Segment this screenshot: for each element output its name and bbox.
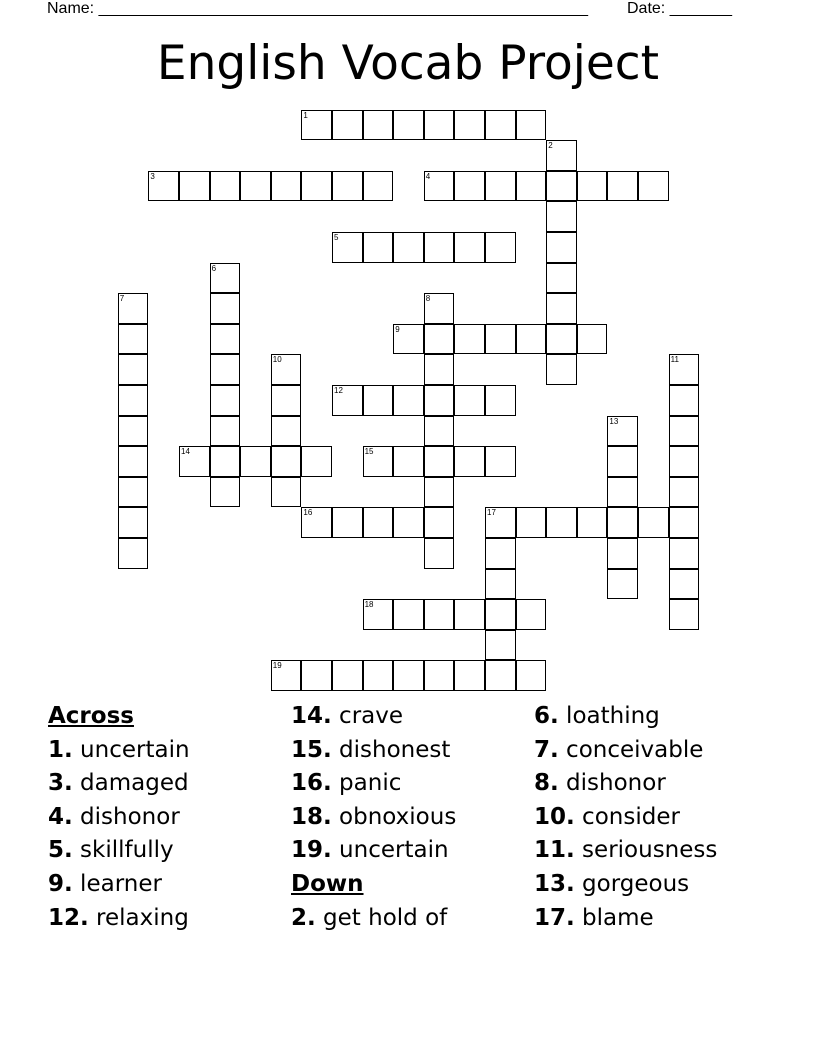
clue-item: 3. damaged — [48, 770, 189, 797]
date-line[interactable]: _______ — [669, 0, 732, 17]
grid-cell[interactable] — [210, 446, 241, 477]
grid-cell[interactable] — [516, 110, 547, 141]
grid-cell[interactable] — [271, 446, 302, 477]
grid-cell[interactable] — [210, 171, 241, 202]
clue-item: 6. loathing — [534, 703, 660, 729]
grid-cell[interactable] — [393, 599, 424, 630]
grid-cell[interactable] — [210, 263, 241, 294]
grid-cell[interactable] — [301, 171, 332, 202]
grid-cell[interactable] — [485, 507, 516, 538]
grid-cell[interactable] — [669, 599, 700, 630]
grid-cell[interactable] — [485, 538, 516, 569]
grid-cell[interactable] — [516, 324, 547, 355]
grid-cell[interactable] — [669, 569, 700, 600]
grid-cell[interactable] — [271, 477, 302, 508]
clue-column-1 — [48, 700, 190, 935]
grid-cell[interactable] — [393, 232, 424, 263]
clue-number: 8 — [425, 294, 431, 304]
grid-cell[interactable] — [424, 293, 455, 324]
grid-cell[interactable] — [210, 385, 241, 416]
clue-item: 1. uncertain — [48, 736, 190, 763]
grid-cell[interactable] — [393, 507, 424, 538]
clue-number: 5 — [334, 233, 339, 242]
grid-cell[interactable] — [240, 446, 271, 477]
clue-item: 16. panic — [291, 770, 402, 797]
grid-cell[interactable] — [393, 446, 424, 477]
grid-cell[interactable] — [118, 293, 149, 324]
grid-cell[interactable] — [424, 354, 455, 385]
clue-item: 13. gorgeous — [534, 870, 690, 897]
grid-cell[interactable] — [454, 171, 485, 202]
grid-cell[interactable] — [607, 507, 638, 538]
grid-cell[interactable] — [363, 660, 394, 691]
grid-cell[interactable] — [118, 507, 149, 538]
down-heading: Down — [291, 870, 364, 897]
grid-cell[interactable] — [669, 446, 700, 477]
grid-cell[interactable] — [301, 446, 332, 477]
clue-number: 2 — [548, 141, 553, 151]
grid-cell[interactable] — [179, 171, 210, 202]
grid-cell[interactable] — [424, 232, 455, 263]
grid-cell[interactable] — [546, 232, 577, 263]
grid-cell[interactable] — [577, 507, 608, 538]
grid-cell[interactable] — [454, 660, 485, 691]
grid-cell[interactable] — [424, 660, 455, 691]
grid-cell[interactable] — [210, 477, 241, 508]
grid-cell[interactable] — [607, 446, 638, 477]
grid-cell[interactable] — [454, 110, 485, 141]
grid-cell[interactable] — [271, 354, 302, 385]
grid-cell[interactable] — [516, 660, 547, 691]
clue-number: 11 — [670, 355, 679, 365]
grid-cell[interactable] — [301, 507, 332, 538]
clue-item: 12. relaxing — [48, 904, 189, 931]
grid-cell[interactable] — [363, 446, 394, 477]
grid-cell[interactable] — [546, 201, 577, 232]
grid-cell[interactable] — [424, 385, 455, 416]
grid-cell[interactable] — [424, 446, 455, 477]
date-label: Date: — [627, 0, 666, 17]
grid-cell[interactable] — [485, 599, 516, 630]
clue-number: 17 — [487, 508, 496, 518]
grid-cell[interactable] — [516, 171, 547, 202]
grid-cell[interactable] — [363, 110, 394, 141]
grid-cell[interactable] — [454, 324, 485, 355]
grid-cell[interactable] — [454, 385, 485, 416]
grid-cell[interactable] — [332, 385, 363, 416]
grid-cell[interactable] — [485, 569, 516, 600]
grid-cell[interactable] — [363, 171, 394, 202]
clue-number: 12 — [334, 386, 343, 395]
grid-cell[interactable] — [607, 569, 638, 600]
grid-cell[interactable] — [424, 507, 455, 538]
grid-cell[interactable] — [638, 171, 669, 202]
grid-cell[interactable] — [454, 599, 485, 630]
grid-cell[interactable] — [301, 110, 332, 141]
grid-cell[interactable] — [607, 171, 638, 202]
name-line[interactable]: _______________________________________________________ — [98, 0, 588, 17]
clue-item: 5. skillfully — [48, 837, 174, 864]
grid-cell[interactable] — [148, 171, 179, 202]
clue-item: 10. consider — [534, 803, 680, 830]
grid-cell[interactable] — [546, 507, 577, 538]
grid-cell[interactable] — [393, 324, 424, 355]
grid-cell[interactable] — [669, 416, 700, 447]
grid-cell[interactable] — [301, 660, 332, 691]
grid-cell[interactable] — [332, 660, 363, 691]
grid-cell[interactable] — [485, 446, 516, 477]
grid-cell[interactable] — [424, 110, 455, 141]
grid-cell[interactable] — [516, 507, 547, 538]
grid-cell[interactable] — [669, 507, 700, 538]
clue-item: 18. obnoxious — [291, 803, 457, 830]
grid-cell[interactable] — [669, 385, 700, 416]
grid-cell[interactable] — [271, 385, 302, 416]
grid-cell[interactable] — [210, 293, 241, 324]
grid-cell[interactable] — [118, 385, 149, 416]
clue-number: 9 — [395, 324, 400, 334]
grid-cell[interactable] — [516, 599, 547, 630]
grid-cell[interactable] — [485, 385, 516, 416]
grid-cell[interactable] — [424, 599, 455, 630]
grid-cell[interactable] — [454, 232, 485, 263]
clue-number: 7 — [119, 294, 125, 304]
grid-cell[interactable] — [332, 232, 363, 263]
grid-cell[interactable] — [332, 507, 363, 538]
grid-cell[interactable] — [118, 446, 149, 477]
grid-cell[interactable] — [669, 477, 700, 508]
clue-item: 8. dishonor — [534, 770, 666, 797]
grid-cell[interactable] — [546, 171, 577, 202]
grid-cell[interactable] — [424, 538, 455, 569]
clue-item: 17. blame — [534, 904, 654, 931]
grid-cell[interactable] — [669, 354, 700, 385]
grid-cell[interactable] — [485, 232, 516, 263]
clue-number: 6 — [211, 263, 217, 273]
grid-cell[interactable] — [271, 416, 302, 447]
name-label: Name: — [47, 0, 95, 17]
grid-cell[interactable] — [607, 538, 638, 569]
clue-number: 10 — [272, 355, 282, 365]
grid-cell[interactable] — [546, 140, 577, 171]
grid-cell[interactable] — [577, 324, 608, 355]
grid-cell[interactable] — [118, 416, 149, 447]
grid-cell[interactable] — [393, 110, 424, 141]
clue-column-3 — [534, 700, 717, 935]
grid-cell[interactable] — [363, 385, 394, 416]
grid-cell[interactable] — [638, 507, 669, 538]
grid-cell[interactable] — [179, 446, 210, 477]
grid-cell[interactable] — [424, 416, 455, 447]
grid-cell[interactable] — [546, 354, 577, 385]
clue-number: 14 — [181, 447, 190, 457]
grid-cell[interactable] — [210, 416, 241, 447]
grid-cell[interactable] — [546, 263, 577, 294]
across-heading: Across — [48, 703, 134, 729]
grid-cell[interactable] — [332, 110, 363, 141]
clue-column-2 — [291, 700, 456, 935]
clue-item: 15. dishonest — [291, 736, 451, 763]
grid-cell[interactable] — [454, 446, 485, 477]
grid-cell[interactable] — [607, 477, 638, 508]
clue-number: 16 — [303, 508, 313, 518]
grid-cell[interactable] — [424, 171, 455, 202]
grid-cell[interactable] — [363, 507, 394, 538]
clue-number: 18 — [364, 600, 374, 610]
clue-number: 19 — [272, 661, 282, 671]
grid-cell[interactable] — [118, 477, 149, 508]
clue-number: 4 — [425, 171, 431, 181]
grid-cell[interactable] — [485, 110, 516, 141]
grid-cell[interactable] — [546, 324, 577, 355]
clue-item: 2. get hold of — [291, 904, 448, 931]
grid-cell[interactable] — [546, 293, 577, 324]
grid-cell[interactable] — [485, 660, 516, 691]
page-title: English Vocab Project — [156, 36, 660, 91]
clue-item: 11. seriousness — [534, 837, 718, 864]
grid-cell[interactable] — [363, 599, 394, 630]
grid-cell[interactable] — [485, 324, 516, 355]
clue-number: 15 — [364, 447, 374, 457]
clue-number: 1 — [303, 110, 308, 120]
grid-cell[interactable] — [210, 354, 241, 385]
clue-item: 14. crave — [291, 703, 404, 729]
grid-cell[interactable] — [271, 171, 302, 202]
clue-item: 9. learner — [48, 870, 162, 897]
grid-cell[interactable] — [424, 324, 455, 355]
grid-cell[interactable] — [393, 660, 424, 691]
grid-cell[interactable] — [669, 538, 700, 569]
grid-cell[interactable] — [485, 630, 516, 661]
grid-cell[interactable] — [363, 232, 394, 263]
clue-number: 13 — [609, 416, 619, 426]
grid-cell[interactable] — [332, 171, 363, 202]
clue-item: 7. conceivable — [534, 736, 704, 763]
grid-cell[interactable] — [118, 538, 149, 569]
grid-cell[interactable] — [210, 324, 241, 355]
grid-cell[interactable] — [118, 324, 149, 355]
grid-cell[interactable] — [393, 385, 424, 416]
grid-cell[interactable] — [118, 354, 149, 385]
grid-cell[interactable] — [424, 477, 455, 508]
clue-item: 19. uncertain — [291, 837, 449, 864]
grid-cell[interactable] — [607, 416, 638, 447]
clue-number: 3 — [150, 171, 155, 181]
grid-cell[interactable] — [271, 660, 302, 691]
grid-cell[interactable] — [485, 171, 516, 202]
clue-item: 4. dishonor — [48, 803, 180, 830]
grid-cell[interactable] — [577, 171, 608, 202]
grid-cell[interactable] — [240, 171, 271, 202]
